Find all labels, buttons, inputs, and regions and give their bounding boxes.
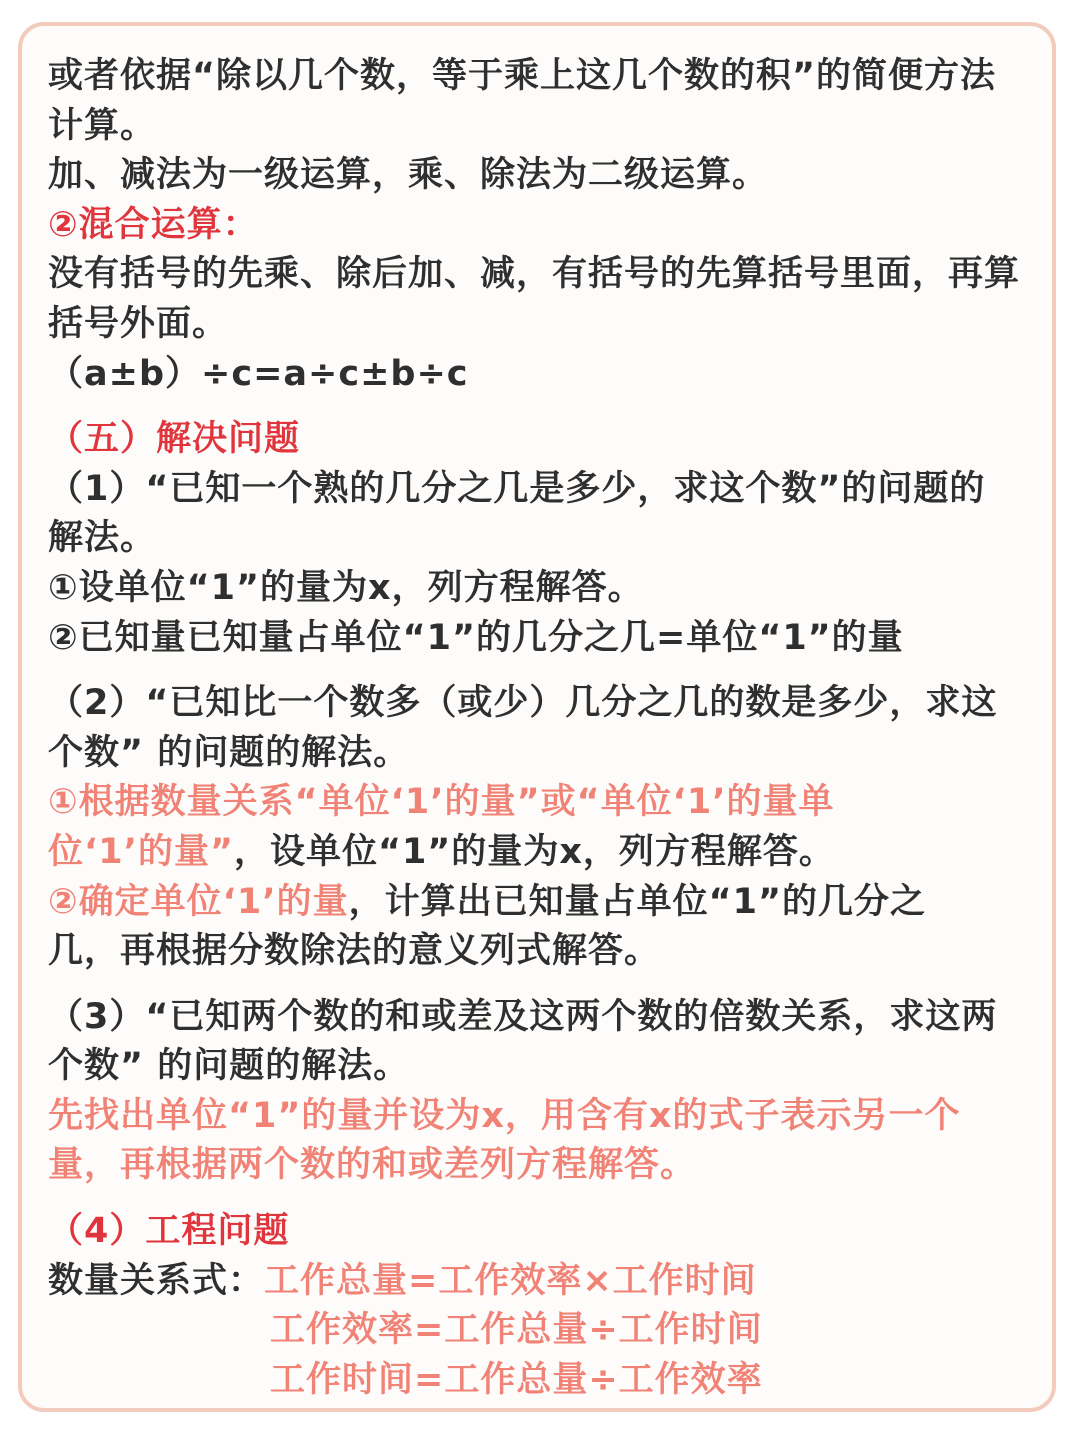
text-line: 括号外面。 [48, 303, 229, 344]
text-line: ①设单位“1”的量为x，列方程解答。 [48, 567, 644, 608]
highlight-span: ②确定单位‘1’的量 [48, 881, 349, 922]
formula-efficiency: 工作效率=工作总量÷工作时间 [270, 1310, 763, 1351]
text-span: ，设单位“1”的量为x，列方程解答。 [233, 831, 835, 872]
formula-time: 工作时间=工作总量÷工作效率 [270, 1359, 763, 1400]
section-heading-solve-problems: （五）解决问题 [48, 419, 301, 460]
section-heading-engineering: （4）工程问题 [48, 1211, 290, 1252]
formula-label: 数量关系式： [48, 1260, 265, 1301]
text-line: （1）“已知一个熟的几分之几是多少，求这个数”的问题的 [48, 468, 986, 509]
formula-line: （a±b）÷c=a÷c±b÷c [48, 353, 469, 394]
text-line: 解法。 [48, 518, 157, 559]
text-line: 或者依据“除以几个数，等于乘上这几个数的积”的简便方法 [48, 56, 997, 96]
text-line: （3）“已知两个数的和或差及这两个数的倍数关系，求这两 [48, 996, 998, 1037]
text-line: 没有括号的先乘、除后加、减，有括号的先算括号里面，再算 [48, 254, 1021, 295]
text-line: 几，再根据分数除法的意义列式解答。 [48, 931, 661, 972]
highlight-line: ①根据数量关系“单位‘1’的量”或“单位‘1’的量单 [48, 782, 835, 823]
highlight-line: 先找出单位“1”的量并设为x，用含有x的式子表示另一个 [48, 1095, 961, 1136]
text-line [48, 828, 1038, 878]
text-line: （2）“已知比一个数多（或少）几分之几的数是多少，求这 [48, 683, 998, 724]
text-line: 个数” 的问题的解法。 [48, 1046, 410, 1087]
highlight-line: 量，再根据两个数的和或差列方程解答。 [48, 1145, 697, 1186]
text-line [48, 878, 1038, 928]
text-line: 计算。 [48, 105, 157, 146]
text-line: 个数” 的问题的解法。 [48, 732, 410, 773]
text-line: ②已知量已知量占单位“1”的几分之几=单位“1”的量 [48, 617, 904, 658]
subheading-mixed-operations: ②混合运算： [48, 204, 259, 245]
formula-total-work: 工作总量=工作效率×工作时间 [264, 1260, 757, 1301]
formula-row [48, 1257, 1038, 1307]
text-span: ，计算出已知量占单位“1”的几分之 [348, 881, 926, 922]
highlight-span: 位‘1’的量” [48, 831, 234, 872]
text-line: 加、减法为一级运算，乘、除法为二级运算。 [48, 155, 769, 196]
document-body [48, 52, 1038, 1405]
